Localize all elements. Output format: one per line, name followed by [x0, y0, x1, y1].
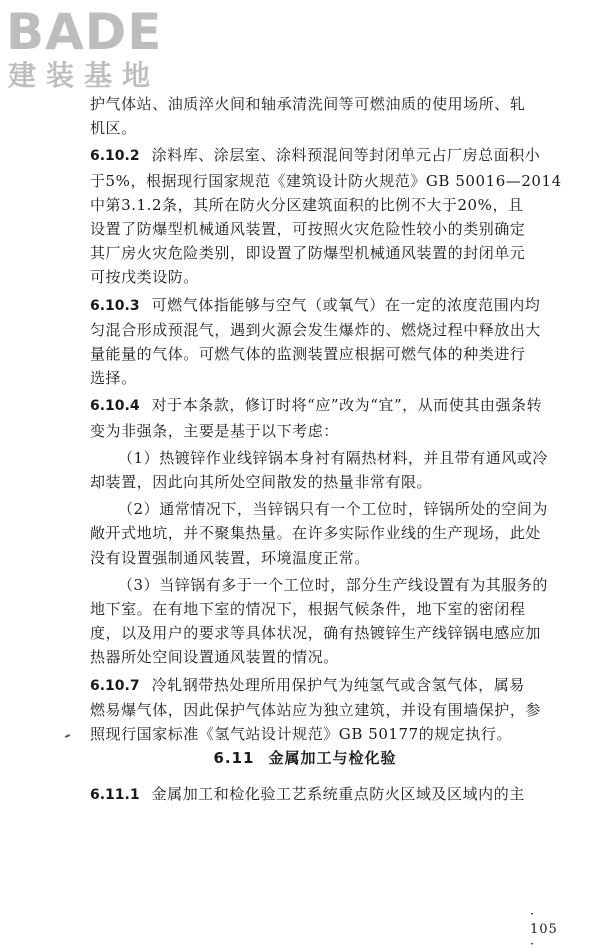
text-line: 设置了防爆型机械通风装置，可按照火灾危险性较小的类别确定	[90, 220, 526, 239]
paragraph-continued	[90, 92, 526, 140]
text-line: 却装置，因此向其所处空间散发的热量非常有限。	[90, 473, 433, 492]
clause-number: 6.10.4	[90, 398, 140, 415]
section-heading	[90, 747, 520, 768]
page-number: · 105 ·	[530, 907, 558, 952]
text-line: 没有设置强制通风装置，环境温度正常。	[90, 548, 370, 567]
text-line	[90, 143, 541, 168]
list-item-1	[90, 446, 548, 494]
text-line: 燃易爆气体，因此保护气体站应为独立建筑，并设有围墙保护，参	[90, 700, 541, 719]
clause-6-10-4	[90, 393, 543, 442]
logo-subtitle: 建装基地	[8, 59, 161, 92]
text-line: 匀混合形成预混气，遇到火源会发生爆炸的、燃烧过程中释放出大	[90, 320, 541, 339]
text-line: 其厂房火灾危险类别，即设置了防爆型机械通风装置的封闭单元	[90, 244, 526, 263]
logo-wordmark: BADE	[6, 3, 163, 61]
clause-6-10-2	[90, 143, 562, 289]
text-line: 可按戊类设防。	[90, 268, 199, 287]
text-line: 量能量的气体。可燃气体的监测装置应根据可燃气体的种类进行	[90, 345, 526, 364]
clause-text: 涂料库、涂层室、涂料预混间等封闭单元占厂房总面积小	[151, 146, 541, 165]
text-line	[90, 673, 525, 698]
text-line: 护气体站、油质淬火间和轴承清洗间等可燃油质的使用场所、轧	[90, 95, 526, 113]
text-line: 选择。	[90, 369, 137, 388]
clause-6-10-3	[90, 293, 541, 391]
clause-6-11-1	[90, 782, 525, 807]
text-line: 机区。	[90, 119, 137, 138]
text-line	[90, 393, 543, 418]
text-line: 敞开式地坑，并不聚集热量。在许多实际作业线的生产现场，此处	[90, 524, 541, 543]
text-line	[90, 293, 541, 318]
list-item-3	[90, 573, 548, 670]
clause-number: 6.10.7	[90, 677, 140, 694]
text-line: （3）当锌锅有多于一个工位时，部分生产线设置有为其服务的	[118, 575, 548, 594]
scan-mark	[65, 734, 70, 738]
page-body	[90, 92, 562, 952]
clause-text: 金属加工和检化验工艺系统重点防火区域及区域内的主	[151, 785, 525, 803]
clause-text: 对于本条款，修订时将“应”改为“宜”，从而使其由强条转	[151, 396, 543, 415]
text-line: 变为非强条，主要是基于以下考虑：	[90, 421, 339, 440]
text-line: 照现行国家标准《氢气站设计规范》GB 50177的规定执行。	[90, 725, 512, 744]
clause-text: 可燃气体指能够与空气（或氧气）在一定的浓度范围内均	[151, 295, 541, 314]
section-title-text: 金属加工与检化验	[268, 749, 397, 767]
text-line: 地下室。在有地下室的情况下，根据气候条件，地下室的密闭程	[90, 600, 526, 619]
text-line: （2）通常情况下，当锌锅只有一个工位时，锌锅所处的空间为	[118, 500, 548, 519]
text-line: 于5%，根据现行国家规范《建筑设计防火规范》GB 50016—2014	[90, 171, 562, 190]
text-line: 中第3.1.2条，其所在防火分区建筑面积的比例不大于20%，且	[90, 195, 524, 214]
clause-6-10-7	[90, 673, 541, 747]
text-line: （1）热镀锌作业线锌锅本身衬有隔热材料，并且带有通风或冷	[118, 448, 548, 467]
logo	[6, 4, 186, 96]
text-line: 度，以及用户的要求等具体状况，确有热镀锌生产线锌锅电感应加	[90, 624, 541, 643]
clause-number: 6.10.3	[90, 297, 140, 314]
clause-number: 6.11.1	[90, 787, 140, 803]
text-line: 热器所处空间设置通风装置的情况。	[90, 648, 339, 667]
clause-number: 6.10.2	[90, 148, 140, 165]
list-item-2	[90, 497, 548, 570]
section-number: 6.11	[213, 749, 255, 767]
clause-text: 冷轧钢带热处理所用保护气为纯氢气或含氢气体，属易	[151, 675, 525, 694]
